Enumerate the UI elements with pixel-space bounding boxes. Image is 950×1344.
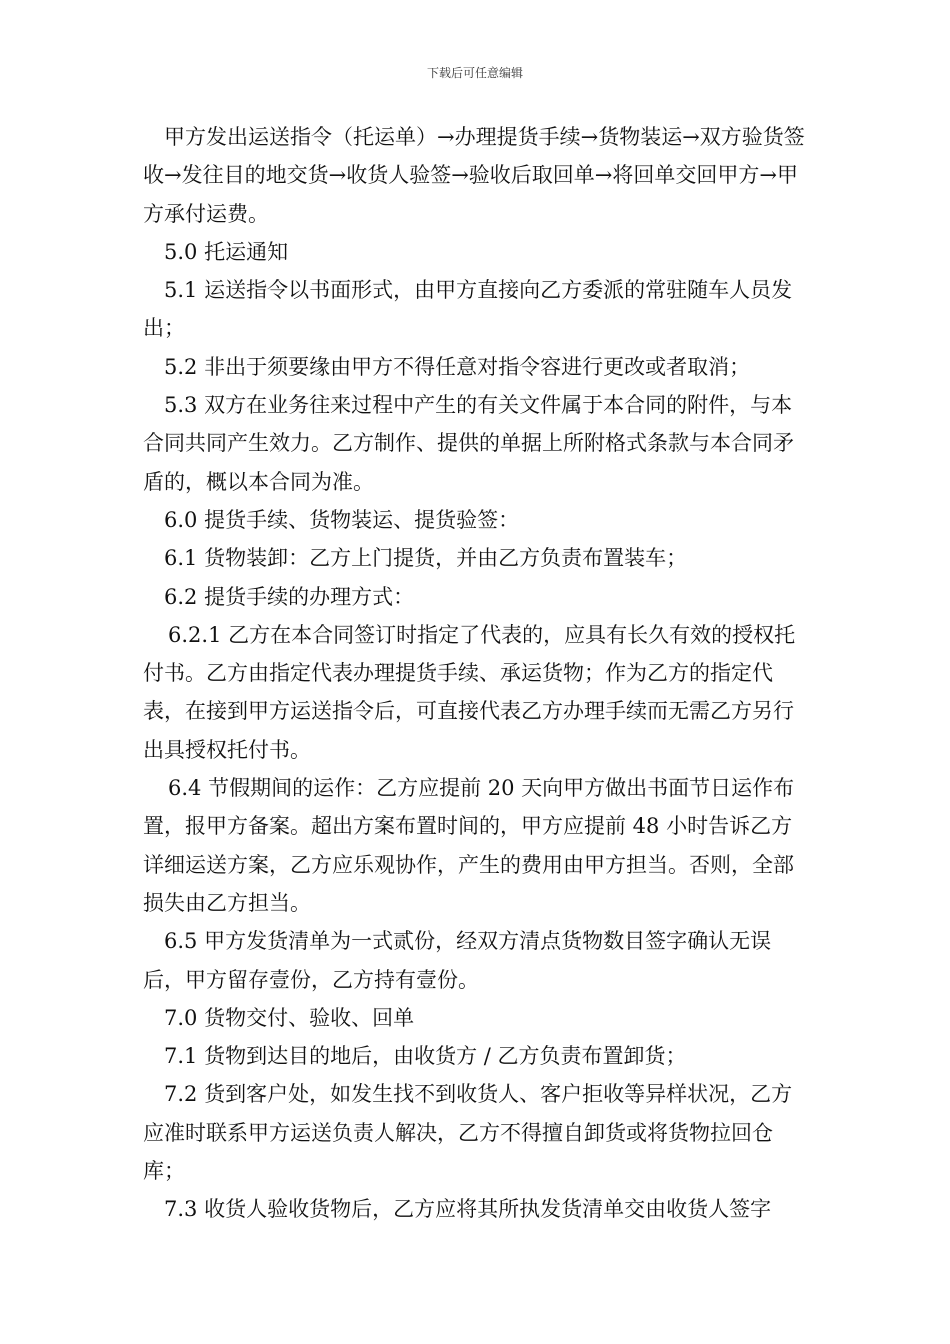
- clause-5-1: 5.1 运送指令以书面形式，由甲方直接向乙方委派的常驻随车人员发出；: [143, 278, 793, 341]
- page-header: 下载后可任意编辑: [426, 66, 523, 80]
- section-6-0: 6.0 提货手续、货物装运、提货验签：: [164, 507, 520, 532]
- clause-6-1: 6.1 货物装卸：乙方上门提货，并由乙方负责布置装车；: [164, 546, 688, 571]
- clause-7-1: 7.1 货物到达目的地后，由收货方 / 乙方负责布置卸货；: [164, 1044, 687, 1069]
- clause-6-2-1: 6.2.1 乙方在本合同签订时指定了代表的，应具有长久有效的授权托付书。乙方由指定代表办理提货手续、承运货物；作为乙方的指定代表，在接到甲方运送指令后，可直接代表乙方办理手续而无需乙方另行出具授权托付书。: [143, 622, 796, 762]
- document-body: [143, 118, 811, 1229]
- clause-6-2: 6.2 提货手续的办理方式：: [164, 584, 415, 609]
- clause-7-3: 7.3 收货人验收货物后，乙方应将其所执发货清单交由收货人签字: [164, 1197, 772, 1222]
- paragraph-procedure: 甲方发出运送指令（托运单）→办理提货手续→货物装运→双方验货签收→发往目的地交货→收货人验签→验收后取回单→将回单交回甲方→甲方承付运费。: [143, 125, 805, 226]
- clause-6-4: 6.4 节假期间的运作：乙方应提前 20 天向甲方做出书面节日运作布置，报甲方备案。超出方案布置时间的，甲方应提前 48 小时告诉乙方详细运送方案，乙方应乐观协作，产生的费用由甲方担当。否则，全部损失由乙方担当。: [143, 776, 795, 915]
- clause-5-3: 5.3 双方在业务往来过程中产生的有关文件属于本合同的附件，与本合同共同产生效力。乙方制作、提供的单据上所附格式条款与本合同矛盾的，概以本合同为准。: [143, 393, 794, 494]
- clause-7-2: 7.2 货到客户处，如发生找不到收货人、客户拒收等异样状况，乙方应准时联系甲方运送负责人解决，乙方不得擅自卸货或将货物拉回仓库；: [143, 1082, 793, 1184]
- section-7-0: 7.0 货物交付、验收、回单: [164, 1005, 415, 1030]
- clause-6-5: 6.5 甲方发货清单为一式贰份，经双方清点货物数目签字确认无误后，甲方留存壹份，乙方持有壹份。: [143, 929, 772, 992]
- section-5-0: 5.0 托运通知: [164, 239, 289, 264]
- clause-5-2: 5.2 非出于须要缘由甲方不得任意对指令容进行更改或者取消；: [164, 354, 751, 379]
